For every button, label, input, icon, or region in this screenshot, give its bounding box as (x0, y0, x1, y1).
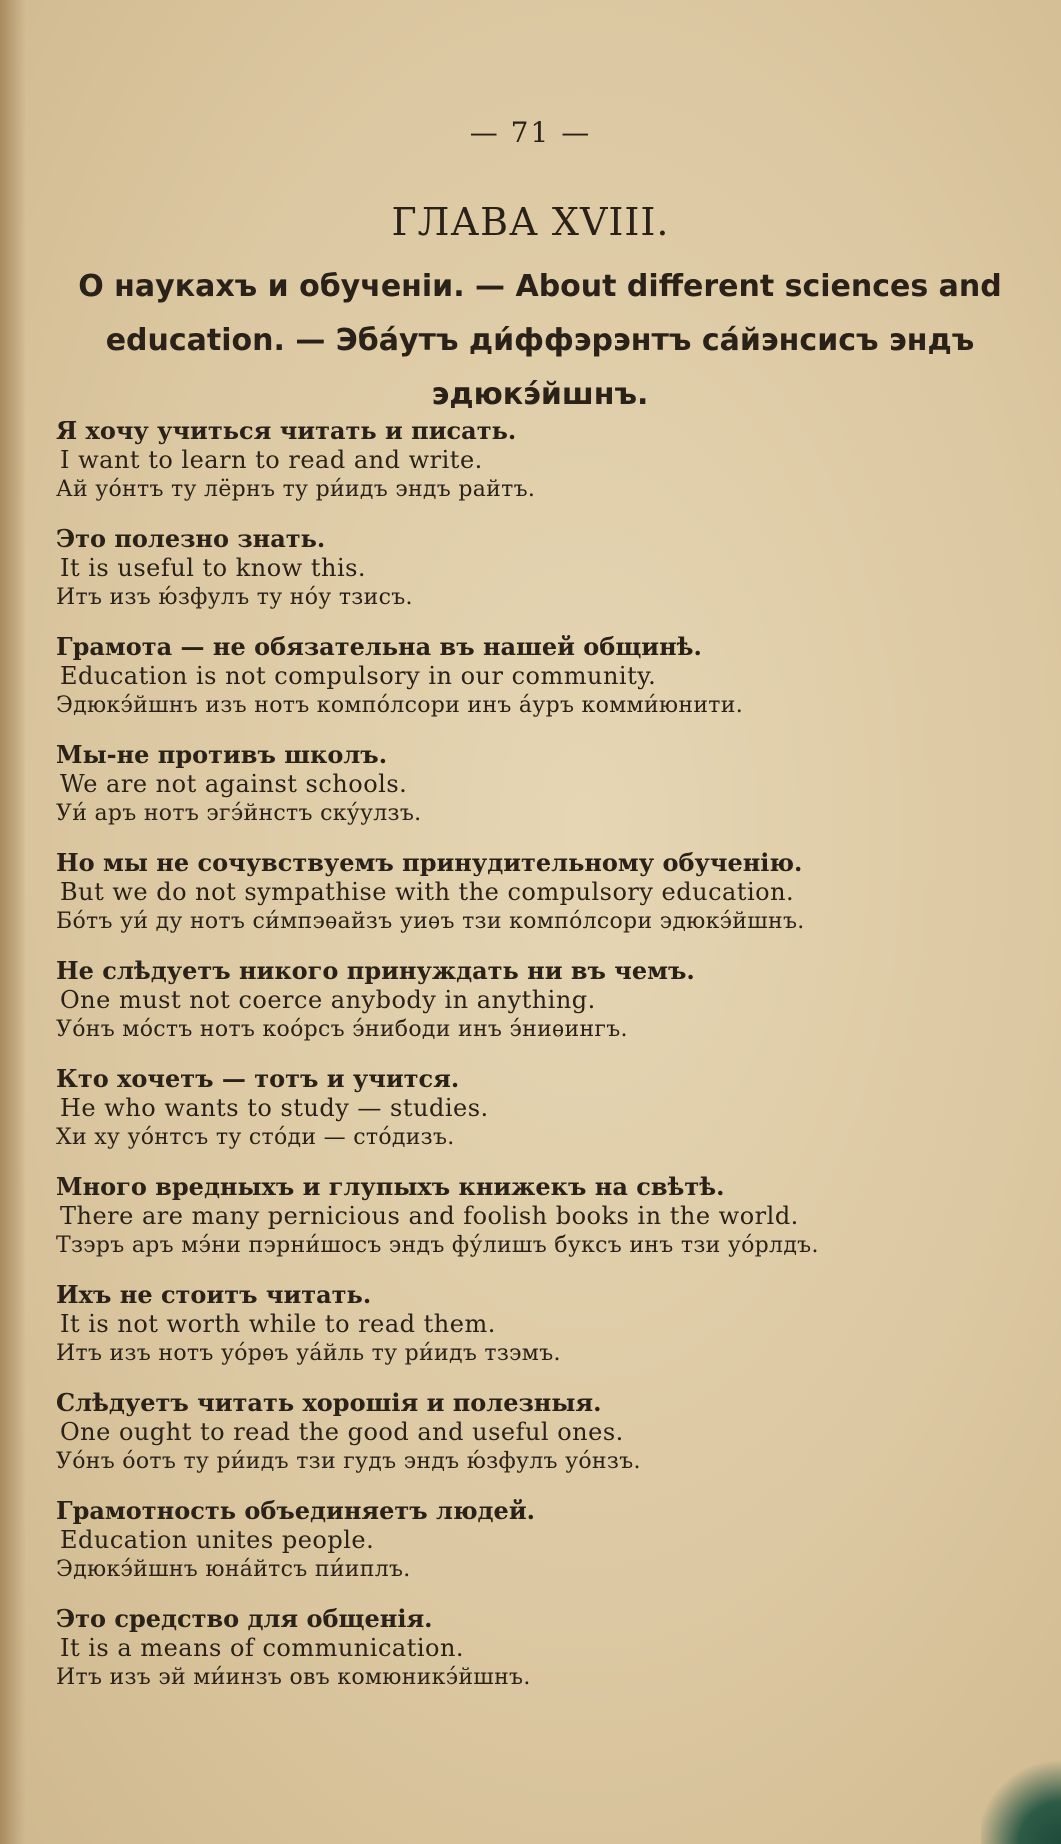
phrase-transcription: Эдюкэ́йшнъ юна́йтсъ пи́иплъ. (56, 1557, 411, 1582)
phrase-russian: Ихъ не стоитъ читать. (56, 1280, 372, 1309)
page-number: — 71 — (469, 116, 592, 149)
phrase-entry (56, 956, 1016, 1044)
phrase-transcription: Уи́ аръ нотъ эгэ́йнстъ ску́улзъ. (56, 801, 422, 826)
phrase-transcription: Хи ху уо́нтсъ ту сто́ди — сто́дизъ. (56, 1125, 455, 1150)
phrase-english: I want to learn to read and write. (60, 446, 483, 474)
phrase-russian: Грамота — не обязательна въ нашей общинѣ. (56, 632, 702, 661)
phrase-entry (56, 1496, 1016, 1584)
phrase-english: It is useful to know this. (60, 554, 367, 582)
phrase-entry (56, 632, 1016, 720)
phrase-entry (56, 1604, 1016, 1692)
phrase-english: Education is not compulsory in our community. (60, 662, 657, 690)
phrase-russian: Это средство для общенія. (56, 1604, 433, 1633)
chapter-title: ГЛАВА XVIII. (391, 200, 670, 244)
phrase-russian: Я хочу учиться читать и писать. (56, 416, 517, 445)
phrase-transcription: Итъ изъ эй ми́инзъ овъ комюникэ́йшнъ. (56, 1665, 531, 1690)
phrase-russian: Это полезно знать. (56, 524, 326, 553)
phrase-english: He who wants to study — studies. (60, 1094, 489, 1122)
phrase-russian: Кто хочетъ — тотъ и учится. (56, 1064, 460, 1093)
phrase-entry (56, 848, 1016, 936)
phrase-english: Education unites people. (60, 1526, 375, 1554)
phrase-transcription: Итъ изъ нотъ уо́рѳъ уа́йль ту ри́идъ тзэмъ. (56, 1341, 561, 1366)
phrase-english: But we do not sympathise with the compulsory education. (60, 878, 795, 906)
phrase-entry (56, 1280, 1016, 1368)
phrase-transcription: Бо́тъ уи́ ду нотъ си́мпэѳайзъ уиѳъ тзи компо́лсори эдюкэ́йшнъ. (56, 909, 805, 934)
phrase-transcription: Тзэръ аръ мэ́ни пэрни́шосъ эндъ фу́лишъ буксъ инъ тзи уо́рлдъ. (56, 1233, 819, 1258)
phrase-russian: Но мы не сочувствуемъ принудительному обученію. (56, 848, 803, 877)
phrase-russian: Не слѣдуетъ никого принуждать ни въ чемъ. (56, 956, 695, 985)
phrase-transcription: Уо́нъ мо́стъ нотъ коо́рсъ э́нибоди инъ э́ниѳингъ. (56, 1017, 628, 1042)
phrase-entry (56, 740, 1016, 828)
phrase-english: It is a means of communication. (60, 1634, 465, 1662)
phrase-russian: Мы-не противъ школъ. (56, 740, 388, 769)
phrase-english: One ought to read the good and useful ones. (60, 1418, 624, 1446)
phrase-english: We are not against schools. (60, 770, 408, 798)
phrase-transcription: Эдюкэ́йшнъ изъ нотъ компо́лсори инъ а́уръ комми́юнити. (56, 693, 744, 718)
chapter-subtitle: О наукахъ и обученіи. — About different sciences and education. — Эбáутъ ди́ффэрэнтъ сáйэнсисъ эндъ эдюкэ́йшнъ. (78, 269, 1002, 412)
phrase-entry (56, 1064, 1016, 1152)
phrase-entry (56, 524, 1016, 612)
phrase-transcription: Итъ изъ ю́зфулъ ту но́у тзисъ. (56, 585, 413, 610)
phrase-english: It is not worth while to read them. (60, 1310, 496, 1338)
phrase-transcription: Ай уо́нтъ ту лёрнъ ту ри́идъ эндъ райтъ. (56, 477, 536, 502)
phrase-entry (56, 1172, 1016, 1260)
phrase-russian: Грамотность объединяетъ людей. (56, 1496, 535, 1525)
phrase-english: There are many pernicious and foolish books in the world. (60, 1202, 799, 1230)
phrase-russian: Много вредныхъ и глупыхъ книжекъ на свѣтѣ. (56, 1172, 725, 1201)
phrase-entry (56, 1388, 1016, 1476)
phrase-list (56, 416, 1016, 1712)
phrase-english: One must not coerce anybody in anything. (60, 986, 596, 1014)
phrase-transcription: Уо́нъ о́отъ ту ри́идъ тзи гудъ эндъ ю́зфулъ уо́нзъ. (56, 1449, 641, 1474)
phrase-russian: Слѣдуетъ читать хорошія и полезныя. (56, 1388, 602, 1417)
phrase-entry (56, 416, 1016, 504)
